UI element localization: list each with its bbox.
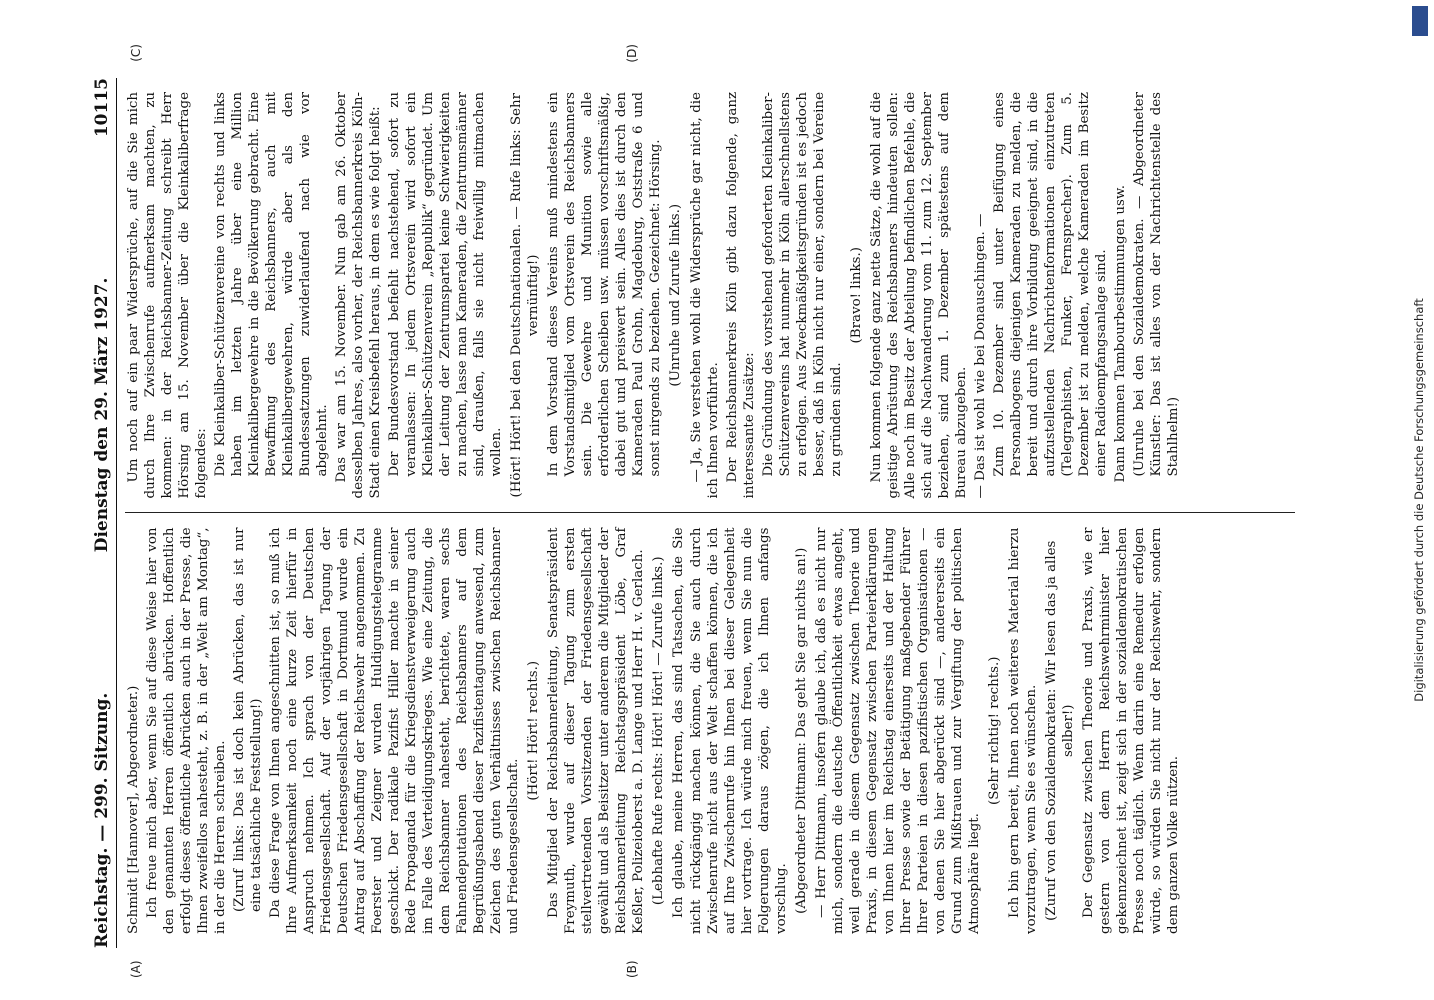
margin-marker-c: (C) bbox=[129, 44, 143, 62]
header-center: Dienstag den 29. März 1927. bbox=[92, 277, 112, 553]
page-header bbox=[92, 78, 117, 948]
paragraph: Nun kommen folgende ganz nette Sätze, die wohl auf die geistige Abrüstung des Reichsbanners hindeuten sollen: Alle noch im Besitz der Abteilung befindlichen Befehle, die sich auf die Nachwanderung vom 11. zum 12. September beziehen, sind zum 1. Dezember spätestens auf dem Bureau abzugeben. bbox=[868, 92, 969, 499]
margin-marker-d: (D) bbox=[625, 44, 639, 63]
interjection: (Zuruf links: Das ist doch kein Abrücken, das ist nur eine tatsächliche Feststellung!) bbox=[232, 527, 265, 912]
interjection: (Abgeordneter Dittmann: Das geht Sie gar nichts an!) bbox=[793, 547, 809, 914]
paragraph: Ich freue mich aber, wenn Sie auf diese Weise hier von den genannten Herren öffentlich abrücken. Hoffentlich erfolgt dieses öffentliche Abrücken auch in der Presse, die Ihnen zweifellos nahesteht, z. B. in der „Welt am Montag“, in der die Herren schreiben. bbox=[145, 527, 229, 934]
paragraph: — Ja, Sie verstehen wohl die Widersprüche gar nicht, die ich Ihnen vorführte. bbox=[688, 92, 721, 499]
paragraph: Schmidt [Hannover], Abgeordneter.) bbox=[126, 685, 141, 934]
page-number: 10115 bbox=[92, 78, 112, 138]
paragraph: Dann kommen Tambourbestimmungen usw. bbox=[1112, 184, 1128, 483]
paragraph: Der Gegensatz zwischen Theorie und Praxis, wie er gestern von dem Herrn Reichswehrminister hier gekennzeichnet ist, zeigt sich in der sozialdemokratischen Presse noch täglich. Wenn darin eine Remedur erfolgen würde, so würden Sie nicht nur der Reichswehr, sondern dem ganzen Volke nützen. bbox=[1080, 527, 1181, 934]
interjection: (Hört! Hört! bei den Deutschnationalen. — Rufe links: Sehr vernünftig!) bbox=[509, 93, 542, 498]
paragraph: Um noch auf ein paar Widersprüche, auf die Sie mich durch Ihre Zwischenrufe aufmerksam machten, zu kommen: in der Reichsbanner-Zeitung schreibt Herr Hörsing am 15. November über die Kleinkaliberfrage folgendes: bbox=[126, 92, 210, 499]
margin-marker-b: (B) bbox=[625, 960, 639, 978]
header-left: Reichstag. — 299. Sitzung. bbox=[92, 692, 112, 948]
digitization-note bbox=[1408, 10, 1430, 990]
paragraph: Ich bin gern bereit, Ihnen noch weiteres Material hierzu vorzutragen, wenn Sie es wünschen. bbox=[1006, 527, 1039, 934]
quotation: Die Gründung des vorstehend geforderten Kleinkaliber-Schützenvereins hat nunmehr in Köln allerschnellstens zu erfolgen. Aus Zweckmäßigkeitsgründen ist es jedoch besser, daß in Köln nicht nur einer, sondern bei Vereine zu gründen sind. bbox=[760, 92, 844, 477]
margin-marker-a: (A) bbox=[129, 960, 143, 978]
interjection: (Sehr richtig! rechts.) bbox=[986, 656, 1002, 805]
interjection: (Hört! Hört! rechts.) bbox=[526, 660, 542, 801]
interjection: (Unruhe bei den Sozialdemokraten. — Abgeordneter Künstler: Das ist alles von der Nachrichtenstelle des Stahlhelm!) bbox=[1131, 92, 1181, 477]
quotation: Zum 10. Dezember sind unter Beifügung eines Personalbogens diejenigen Kameraden zu melden, die bereit und durch ihre Vorbildung geeignet sind, in die aufzustellenden Nachrichtenformationen einzutreten (Telegraphisten, Funker, Fernsprecher). Zum 5. Dezember ist zu melden, welche Kameraden im Besitz einer Radioempfangsanlage sind. bbox=[991, 92, 1109, 477]
interjection: (Bravo! links.) bbox=[848, 247, 864, 344]
paragraph: Ich glaube, meine Herren, das sind Tatsachen, die Sie nicht rückgängig machen können, die Sie auch durch Zwischenrufe nicht aus der Welt schaffen können, die ich auf Ihre Zwischenrufe hin Ihnen bei dieser Gelegenheit hier vortrage. Ich würde mich freuen, wenn Sie nun die Folgerungen daraus zögen, die ich Ihnen anfangs vorschlug. bbox=[671, 527, 789, 934]
paragraph: Der Reichsbannerkreis Köln gibt dazu folgende, ganz interessante Zusätze: bbox=[724, 92, 757, 499]
digitization-note-text: Digitalisierung gefördert durch die Deutsche Forschungsgemeinschaft bbox=[1412, 298, 1426, 702]
interjection: (Unruhe und Zurufe links.) bbox=[668, 203, 684, 387]
paragraph: — Das ist wohl wie bei Donauschingen. — bbox=[972, 213, 988, 499]
paragraph: Das war am 15. November. Nun gab am 26. Oktober desselben Jahres, also vorher, der Reichsbannerkreis Köln-Stadt einen Kreisbefehl heraus, in dem es wie folgt heißt: bbox=[334, 92, 384, 499]
quotation: Der Bundesvorstand befiehlt nachstehend, sofort zu veranlassen: In jedem Ortsverein wird sofort ein Kleinkaliber-Schützenverein „Republik“ gegründet. Um der Leitung der Zentrumspartei keine Schwierigkeiten zu machen, lasse man Kameraden, die Zentrumsmänner sind, draußen, falls sie nicht freiwillig mitmachen wollen. bbox=[387, 92, 505, 477]
right-column bbox=[125, 44, 1295, 514]
paragraph: Das Mitglied der Reichsbannerleitung, Senatspräsident Freymuth, wurde auf dieser Tagung zum ersten stellvertretenden Vorsitzenden der Friedensgesellschaft gewählt und als Beisitzer unter anderem die Mitglieder der Reichsbannerleitung Reichstagspräsident Löbe, Graf Keßler, Polizeioberst a. D. Lange und Herr H. v. Gerlach. bbox=[546, 527, 647, 934]
quotation: Die Kleinkaliber-Schützenvereine von rechts und links haben im letzten Jahre über eine Million Kleinkalibergewehre in die Bevölkerung gebracht. Eine Bewaffnung des Reichsbanners, auch mit Kleinkalibergewehren, würde aber als den Bundessatzungen zuwiderlaufend nach wie vor abgelehnt. bbox=[213, 92, 331, 477]
interjection: (Zuruf von den Sozialdemokraten: Wir lesen das ja alles selber!) bbox=[1043, 540, 1076, 921]
left-column bbox=[125, 514, 1295, 978]
text-columns bbox=[125, 44, 1295, 978]
quotation: In dem Vorstand dieses Vereins muß mindestens ein Vorstandsmitglied vom Ortsverein des Reichsbanners sein. Die Gewehre und Munition sowie alle erforderlichen Scheiben usw. müssen vorschriftsmäßig, dabei gut und preiswert sein. Alles dies ist durch den Kameraden Paul Grohn, Magdeburg, Oststraße 6 und sonst nirgends zu beziehen. Gezeichnet: Hörsing. bbox=[546, 92, 664, 477]
paragraph: Da diese Frage von Ihnen angeschnitten ist, so muß ich Ihre Aufmerksamkeit noch eine kurze Zeit hierfür in Anspruch nehmen. Ich sprach von der Deutschen Friedensgesellschaft. Auf der vorjährigen Tagung der Deutschen Friedensgesellschaft in Dortmund wurde ein Antrag auf Abschaffung der Reichswehr angenommen. Zu Foerster und Zeigner wurden Huldigungstelegramme geschickt. Der radikale Pazifist Hiller machte in seiner Rede Propaganda für die Kriegsdienstverweigerung auch im Falle des Verteidigungskrieges. Wie eine Zeitung, die dem Reichsbanner nahesteht, berichtete, waren sechs Fahnendeputationen des Reichsbanners auf dem Begrüßungsabend dieser Pazifistentagung anwesend, zum Zeichen des guten Verhältnisses zwischen Reichsbanner und Friedensgesellschaft. bbox=[268, 527, 522, 934]
paragraph: — Herr Dittmann, insofern glaube ich, daß es nicht nur mich, sondern die deutsche Öffentlichkeit etwas angeht, weil gerade in diesem Gegensatz zwischen Theorie und Praxis, in diesem Gegensatz zwischen Parteierklärungen von Ihnen hier im Reichstag einerseits und der Haltung Ihrer Presse sowie der Betätigung maßgebender Führer Ihrer Parteien in diesen pazifistischen Organisationen — von denen Sie hier abgerückt sind —, andererseits ein Grund zum Mißtrauen und zur Vergiftung der politischen Atmosphäre liegt. bbox=[813, 527, 982, 934]
interjection: (Lebhafte Rufe rechts: Hört! Hört! — Zurufe links.) bbox=[651, 556, 667, 906]
